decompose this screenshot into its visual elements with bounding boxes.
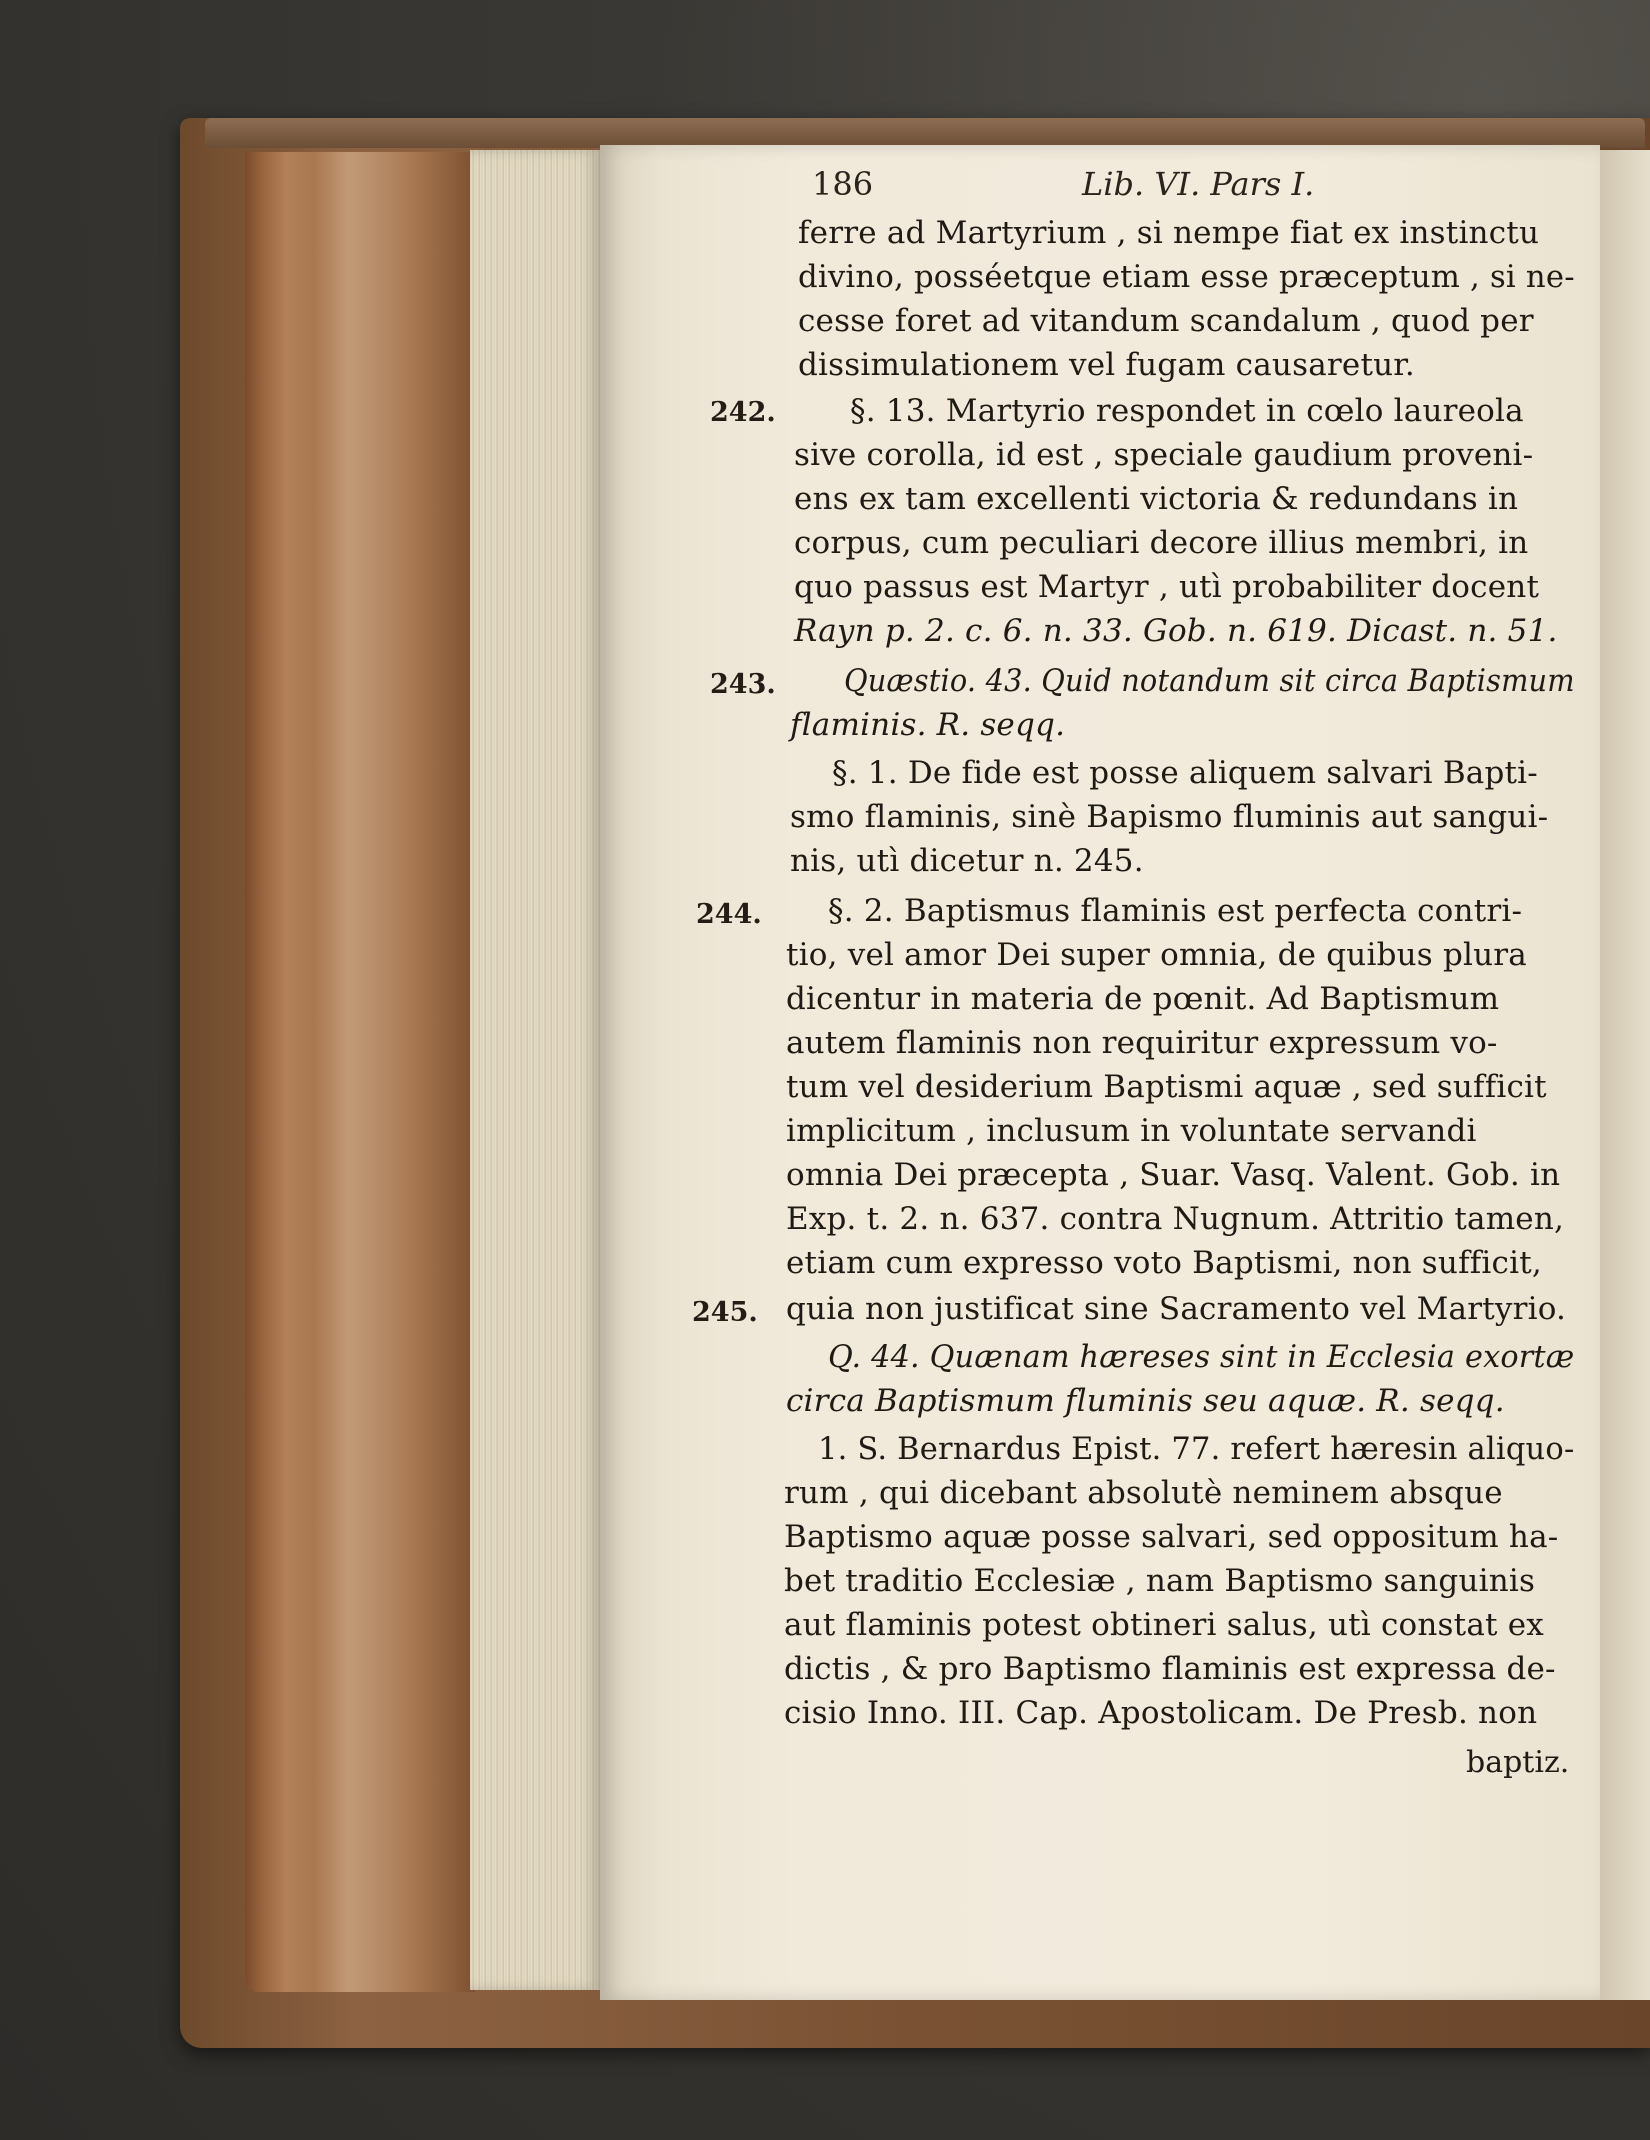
text-line: dissimulationem vel fugam causaretur. [798, 347, 1415, 383]
text-line: autem flaminis non requiritur expressum vo- [786, 1025, 1498, 1061]
text-line: divino, posséetque etiam esse præceptum , si ne- [798, 259, 1575, 295]
text-line: omnia Dei præcepta , Suar. Vasq. Valent. Gob. in [786, 1157, 1561, 1193]
text-line: Quæstio. 43. Quid notandum sit circa Baptismum [844, 663, 1575, 699]
text-line: corpus, cum peculiari decore illius membri, in [794, 525, 1529, 561]
text-line: quia non justificat sine Sacramento vel Martyrio. [786, 1291, 1567, 1327]
text-line: tio, vel amor Dei super omnia, de quibus plura [786, 937, 1527, 973]
book-spine [245, 152, 475, 1992]
text-line: Exp. t. 2. n. 637. contra Nugnum. Attritio tamen, [786, 1201, 1565, 1237]
text-line: ens ex tam excellenti victoria & redundans in [794, 481, 1519, 517]
printed-page [600, 145, 1600, 2000]
text-line: rum , qui dicebant absolutè neminem absque [784, 1475, 1503, 1511]
text-line: nis, utì dicetur n. 245. [790, 843, 1144, 879]
text-line: sive corolla, id est , speciale gaudium proveni- [794, 437, 1534, 473]
text-line: quo passus est Martyr , utì probabiliter docent [794, 569, 1540, 605]
book-cover-top-edge [205, 118, 1645, 148]
text-line: smo flaminis, sinè Bapismo fluminis aut sangui- [790, 799, 1549, 835]
text-line: cisio Inno. III. Cap. Apostolicam. De Presb. non [784, 1695, 1538, 1731]
margin-number: 243. [710, 669, 776, 700]
margin-number: 244. [696, 899, 762, 930]
page-edges [470, 150, 600, 1990]
text-line: Q. 44. Quænam hæreses sint in Ecclesia exortæ [828, 1339, 1575, 1375]
text-line: Rayn p. 2. c. 6. n. 33. Gob. n. 619. Dicast. n. 51. [794, 613, 1558, 649]
text-line: circa Baptismum fluminis seu aquæ. R. seqq. [786, 1383, 1505, 1419]
text-line: dictis , & pro Baptismo flaminis est expressa de- [784, 1651, 1556, 1687]
text-line: bet traditio Ecclesiæ , nam Baptismo sanguinis [784, 1563, 1536, 1599]
text-line: 1. S. Bernardus Epist. 77. refert hæresin aliquo- [818, 1431, 1575, 1467]
text-line: §. 13. Martyrio respondet in cœlo laureola [850, 393, 1524, 429]
page-number: 186 [812, 165, 874, 203]
text-line: cesse foret ad vitandum scandalum , quod per [798, 303, 1534, 339]
margin-number: 245. [692, 1297, 758, 1328]
text-line: tum vel desiderium Baptismi aquæ , sed sufficit [786, 1069, 1547, 1105]
text-line: ferre ad Martyrium , si nempe fiat ex instinctu [798, 215, 1540, 251]
catchword: baptiz. [1466, 1745, 1570, 1780]
text-line: implicitum , inclusum in voluntate servandi [786, 1113, 1477, 1149]
facing-page-edge [1598, 150, 1650, 2000]
text-line: §. 1. De fide est posse aliquem salvari Bapti- [832, 755, 1538, 791]
text-line: Baptismo aquæ posse salvari, sed oppositum ha- [784, 1519, 1559, 1555]
text-line: dicentur in materia de pœnit. Ad Baptismum [786, 981, 1500, 1017]
text-line: flaminis. R. seqq. [790, 707, 1066, 743]
text-line: aut flaminis potest obtineri salus, utì constat ex [784, 1607, 1544, 1643]
text-line: §. 2. Baptismus flaminis est perfecta contri- [828, 893, 1523, 929]
running-title: Lib. VI. Pars I. [1082, 165, 1315, 203]
text-line: etiam cum expresso voto Baptismi, non sufficit, [786, 1245, 1542, 1281]
margin-number: 242. [710, 397, 776, 428]
